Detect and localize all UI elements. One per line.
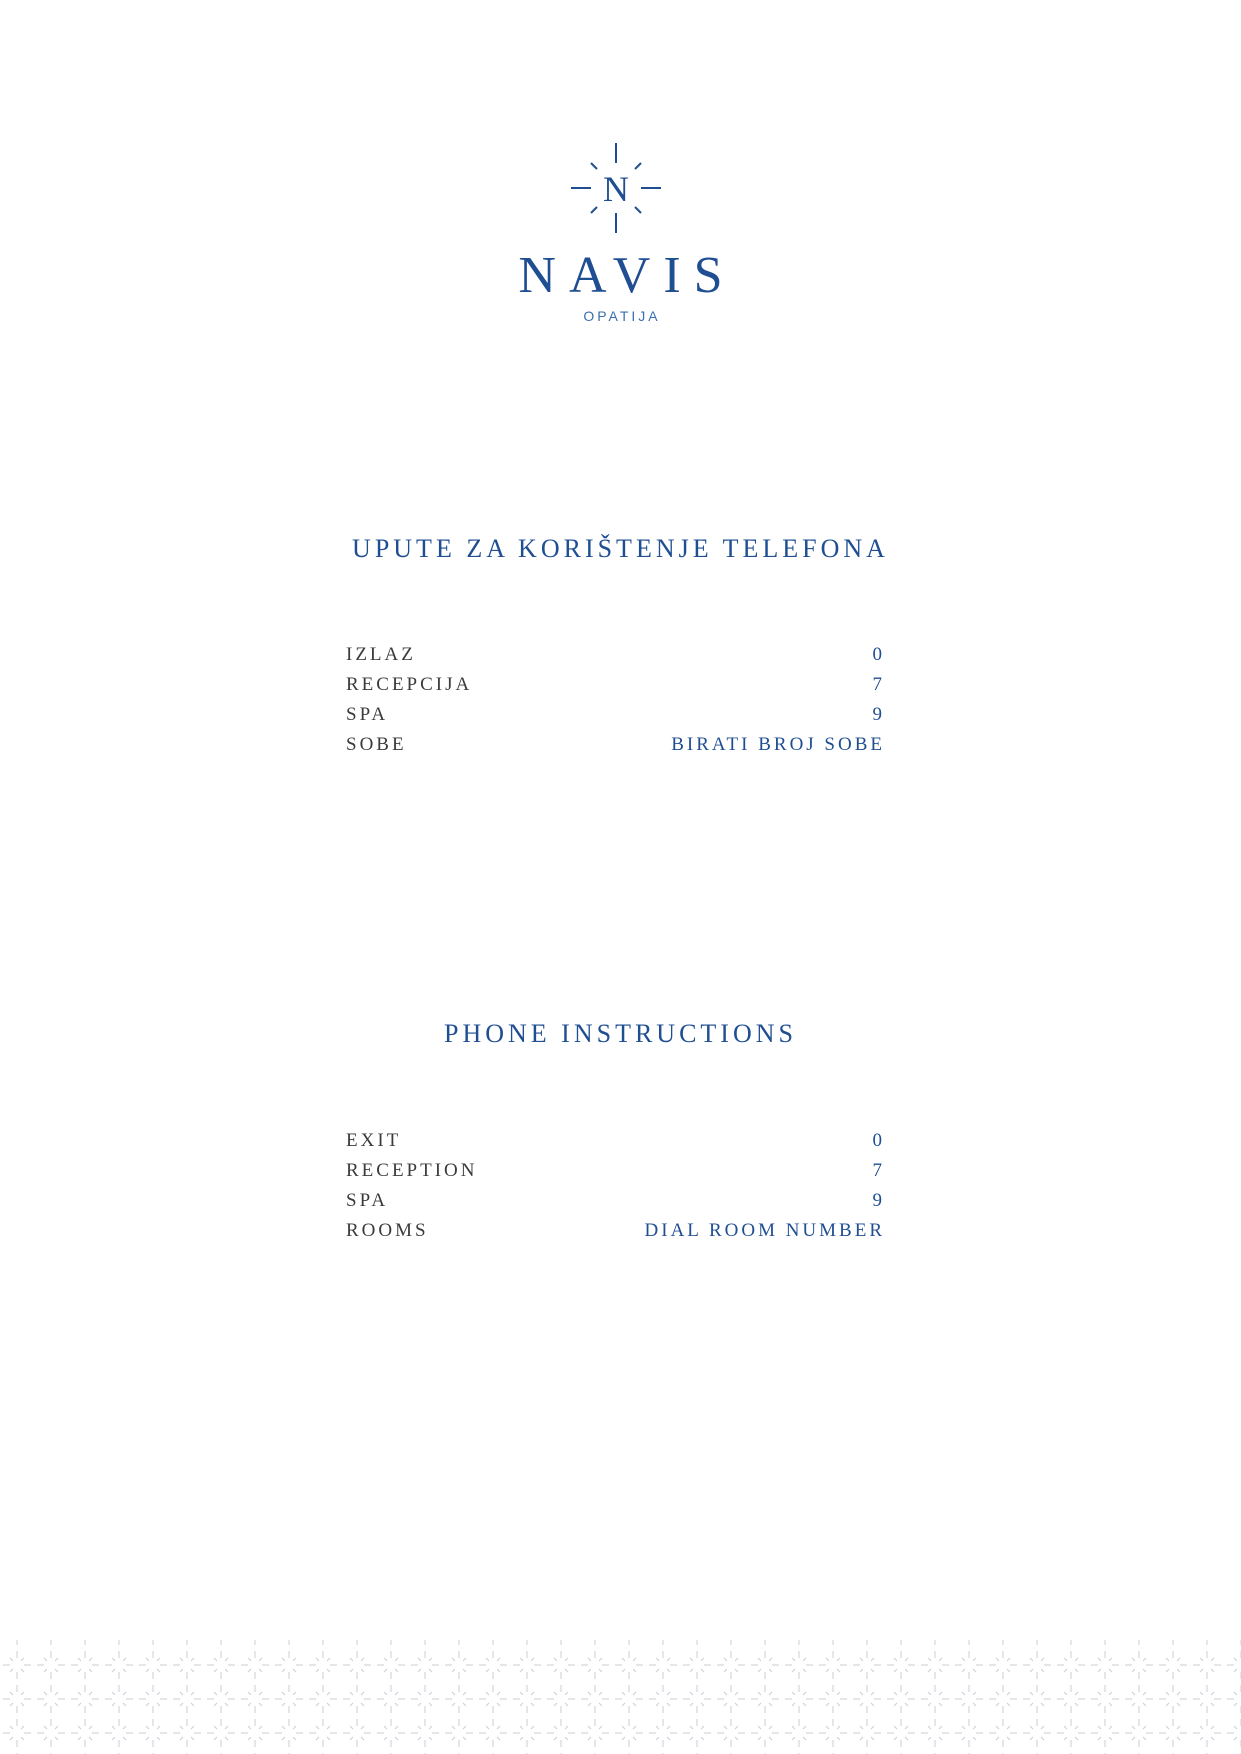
brand-name: NAVIS xyxy=(518,247,736,304)
row-value: BIRATI BROJ SOBE xyxy=(671,734,885,755)
row-value: 0 xyxy=(872,644,885,665)
list-item xyxy=(346,670,885,700)
row-label: ROOMS xyxy=(346,1220,429,1241)
list-item xyxy=(346,640,885,670)
compass-star-pattern-icon xyxy=(0,1640,1241,1754)
instructions-list-english xyxy=(346,1126,885,1246)
row-label: IZLAZ xyxy=(346,644,416,665)
row-value: 7 xyxy=(872,1160,885,1181)
compass-logo-icon xyxy=(569,141,663,235)
instructions-list-croatian xyxy=(346,640,885,760)
section-title-english: PHONE INSTRUCTIONS xyxy=(444,1019,797,1048)
row-label: RECEPCIJA xyxy=(346,674,473,695)
section-title-croatian: UPUTE ZA KORIŠTENJE TELEFONA xyxy=(352,534,889,563)
list-item xyxy=(346,1216,885,1246)
row-value: 7 xyxy=(872,674,885,695)
list-item xyxy=(346,1156,885,1186)
row-label: RECEPTION xyxy=(346,1160,478,1181)
list-item xyxy=(346,730,885,760)
list-item xyxy=(346,700,885,730)
row-label: EXIT xyxy=(346,1130,402,1151)
logo-letter: N xyxy=(603,169,629,209)
row-value: DIAL ROOM NUMBER xyxy=(644,1220,885,1241)
brand-subtitle: OPATIJA xyxy=(583,308,661,324)
list-item xyxy=(346,1126,885,1156)
row-value: 9 xyxy=(872,1190,885,1211)
row-label: SOBE xyxy=(346,734,407,755)
row-value: 0 xyxy=(872,1130,885,1151)
list-item xyxy=(346,1186,885,1216)
row-label: SPA xyxy=(346,704,389,725)
row-label: SPA xyxy=(346,1190,389,1211)
row-value: 9 xyxy=(872,704,885,725)
